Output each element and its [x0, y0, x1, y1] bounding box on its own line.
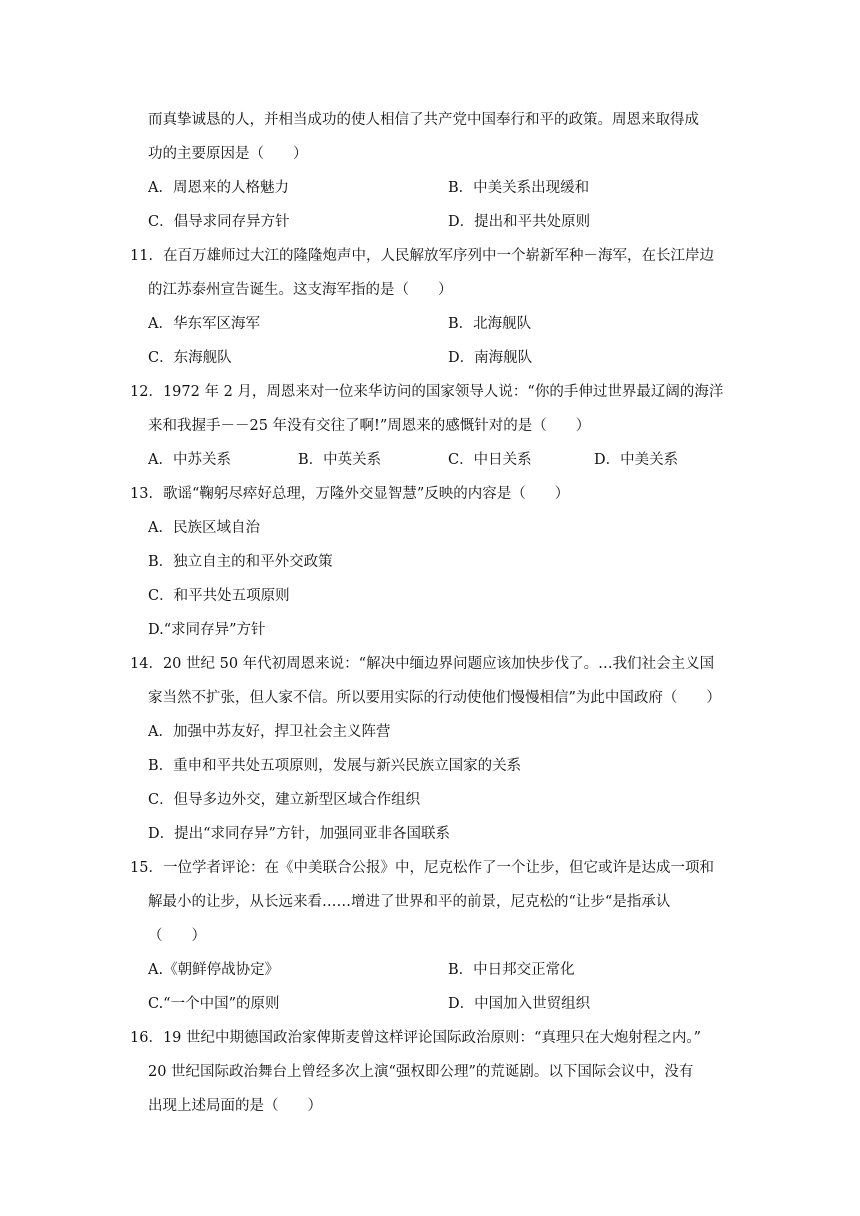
q14-option-d[interactable]: D．提出“求同存异”方针，加强同亚非各国联系: [148, 826, 450, 842]
q14-stem-line1: 14．20 世纪 50 年代初周恩来说：“解决中缅边界问题应该加快步伐了。…我们社会主义国: [130, 656, 715, 672]
q13-option-b[interactable]: B．独立自主的和平外交政策: [148, 554, 333, 570]
q13-option-a[interactable]: A．民族区域自治: [148, 520, 260, 536]
q15-stem-line1: 15．一位学者评论：在《中美联合公报》中，尼克松作了一个让步，但它或许是达成一项和: [130, 860, 714, 876]
q11-option-b[interactable]: B．北海舰队: [448, 316, 532, 332]
q11-stem-line2: 的江苏泰州宣告诞生。这支海军指的是（ ）: [148, 282, 453, 298]
q14-option-c[interactable]: C．但导多边外交，建立新型区域合作组织: [148, 792, 421, 808]
q16-stem-line2: 20 世纪国际政治舞台上曾经多次上演“强权即公理”的荒诞剧。以下国际会议中，没有: [148, 1064, 694, 1080]
q12-option-c[interactable]: C．中日关系: [448, 452, 532, 468]
q13-option-c[interactable]: C．和平共处五项原则: [148, 588, 290, 604]
q15-option-a[interactable]: A.《朝鲜停战协定》: [148, 962, 280, 978]
q13-option-d[interactable]: D.“求同存异”方针: [148, 622, 266, 638]
q15-option-b[interactable]: B．中日邦交正常化: [448, 962, 575, 978]
q10-stem-line2: 功的主要原因是（ ）: [148, 146, 308, 162]
q15-stem-line2: 解最小的让步，从长远来看……增进了世界和平的前景，尼克松的“让步“是指承认: [148, 894, 671, 910]
q11-stem-line1: 11．在百万雄师过大江的隆隆炮声中，人民解放军序列中一个崭新军种－海军，在长江岸边: [130, 248, 714, 264]
q12-stem-line1: 12．1972 年 2 月，周恩来对一位来华访问的国家领导人说：“你的手伸过世界最辽阔的海洋: [130, 384, 724, 400]
q10-option-a[interactable]: A．周恩来的人格魅力: [148, 180, 289, 196]
q16-stem-line1: 16．19 世纪中期德国政治家俾斯麦曾这样评论国际政治原则：“真理只在大炮射程之内。”: [130, 1030, 702, 1046]
q10-option-b[interactable]: B．中美关系出现缓和: [448, 180, 590, 196]
q14-option-a[interactable]: A．加强中苏友好，捍卫社会主义阵营: [148, 724, 391, 740]
q12-option-b[interactable]: B．中英关系: [298, 452, 382, 468]
q16-stem-line3: 出现上述局面的是（ ）: [148, 1098, 322, 1114]
q11-option-c[interactable]: C．东海舰队: [148, 350, 232, 366]
q12-option-a[interactable]: A．中苏关系: [148, 452, 231, 468]
q11-option-d[interactable]: D．南海舰队: [448, 350, 533, 366]
q12-option-d[interactable]: D．中美关系: [594, 452, 679, 468]
q15-option-c[interactable]: C.“一个中国”的原则: [148, 996, 280, 1012]
q14-option-b[interactable]: B．重申和平共处五项原则，发展与新兴民族立国家的关系: [148, 758, 522, 774]
q14-stem-line2: 家当然不扩张，但人家不信。所以要用实际的行动使他们慢慢相信”为此中国政府（ ）: [148, 690, 721, 706]
q11-option-a[interactable]: A．华东军区海军: [148, 316, 260, 332]
q10-option-d[interactable]: D．提出和平共处原则: [448, 214, 591, 230]
q15-stem-line3: （ ）: [148, 928, 206, 944]
q15-option-d[interactable]: D．中国加入世贸组织: [448, 996, 591, 1012]
q10-option-c[interactable]: C．倡导求同存异方针: [148, 214, 290, 230]
q13-stem: 13．歌谣“鞠躬尽瘁好总理，万隆外交显智慧”反映的内容是（ ）: [130, 486, 570, 502]
q10-stem-line1: 而真挚诚恳的人，并相当成功的使人相信了共产党中国奉行和平的政策。周恩来取得成: [148, 112, 699, 128]
q12-stem-line2: 来和我握手－－25 年没有交往了啊!”周恩来的感慨针对的是（ ）: [148, 418, 591, 434]
